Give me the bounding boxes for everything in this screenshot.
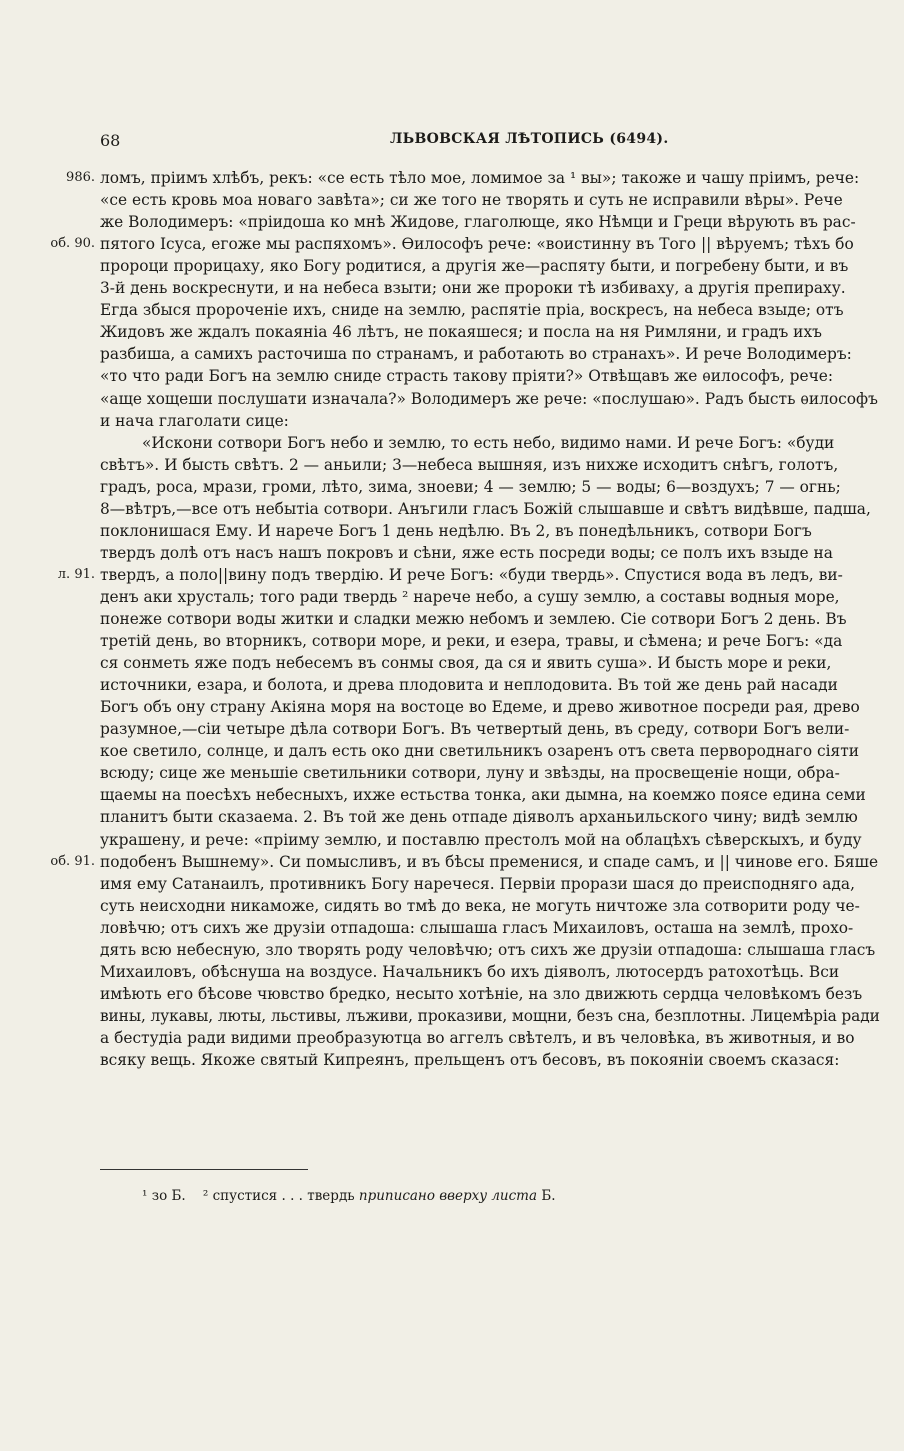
text-line: разумное,—сіи четыре дѣла сотвори Богъ. Въ четвертый день, въ среду, сотвори Богъ вели- xyxy=(100,720,850,738)
text-line: твердъ, а поло||вину подъ твердію. И рече Богъ: «буди твердь». Спустися вода въ ледъ, ви- xyxy=(100,566,843,584)
margin-note: 986. xyxy=(66,170,95,185)
text-line: щаемы на поесѣхъ небесныхъ, ихже естьства тонка, аки дымна, на коемжо поясе едина семи xyxy=(100,786,866,804)
text-line: понеже сотвори воды житки и сладки межю небомъ и землею. Сіе сотвори Богъ 2 день. Въ xyxy=(100,610,847,628)
running-title: ЛЬВОВСКАЯ ЛѢТОПИСЬ (6494). xyxy=(390,131,669,147)
text-line: же Володимеръ: «пріидоша ко мнѣ Жидове, глаголюще, яко Нѣмци и Греци вѣрують въ рас- xyxy=(100,213,856,231)
text-line: ловѣчю; отъ сихъ же друзіи отпадоша: слышаша гласъ Михаиловъ, осташа на землѣ, прохо- xyxy=(100,919,854,937)
text-line: имя ему Сатанаилъ, противникъ Богу наречеся. Первіи прорази шася до преисподняго ада, xyxy=(100,875,855,893)
text-line: подобенъ Вышнему». Си помысливъ, и въ бѣсы пременися, и спаде самъ, и || чинове его. Бяше xyxy=(100,853,879,871)
text-line: всюду; сице же меньшіе светильники сотвори, луну и звѣзды, на просвещеніе нощи, обра- xyxy=(100,764,840,782)
page-header xyxy=(100,131,880,155)
footnote-2-end: Б. xyxy=(541,1188,556,1204)
text-line: всяку вещь. Якоже святый Кипреянъ, прельщенъ отъ бесовъ, въ покояніи своемъ сказася: xyxy=(100,1051,840,1069)
margin-note: л. 91. xyxy=(57,567,95,582)
footnote-2-number: ² xyxy=(202,1188,209,1204)
text-line: денъ аки хрусталь; того ради твердь ² нарече небо, а сушу землю, а составы водныя море, xyxy=(100,588,840,606)
footnote-2-text: спустися . . . твердь xyxy=(212,1188,355,1204)
page-number: 68 xyxy=(100,131,121,150)
footnotes xyxy=(142,1186,556,1206)
text-line: «Искони сотвори Богъ небо и землю, то есть небо, видимо нами. И рече Богъ: «буди xyxy=(142,434,835,452)
text-line: украшену, и рече: «пріиму землю, и поставлю престолъ мой на облацѣхъ сѣверскыхъ, и буду xyxy=(100,831,862,849)
text-line: источники, езара, и болота, и древа плодовита и неплодовита. Въ той же день рай насади xyxy=(100,676,838,694)
text-line: ся сонметь яже подъ небесемъ въ сонмы своя, да ся и явить суша». И бысть море и реки, xyxy=(100,654,832,672)
footnote-1: ¹ зо Б. xyxy=(142,1188,186,1204)
text-line: и нача глаголати сице: xyxy=(100,412,289,430)
text-line: суть неисходни никаможе, сидять во тмѣ до века, не могуть ничтоже зла сотворити роду че- xyxy=(100,897,860,915)
text-line: «се есть кровь моа новаго завѣта»; си же того не творять и суть не исправили вѣры». Рече xyxy=(100,191,843,209)
text-line: Михаиловъ, обѣснуша на воздусе. Начальникъ бо ихъ діяволъ, лютосердъ ратохотѣць. Вси xyxy=(100,963,840,981)
margin-note: об. 90. xyxy=(50,236,95,251)
text-line: 8—вѣтръ,—все отъ небытіа сотвори. Анъгили гласъ Божій слышавше и свѣтъ видѣвше, падша, xyxy=(100,500,871,518)
footnote-2-italic: приписано вверху листа xyxy=(358,1188,538,1204)
text-line: дять всю небесную, зло творять роду человѣчю; отъ сихъ же друзіи отпадоша: слышаша гласъ xyxy=(100,941,876,959)
text-line: свѣтъ». И бысть свѣтъ. 2 — аньили; 3—небеса вышняя, изъ нихже исходитъ снѣгъ, голотъ, xyxy=(100,456,839,474)
footnote-rule xyxy=(100,1169,308,1170)
text-line: кое светило, солнце, и далъ есть око дни светильникъ озаренъ отъ света первороднаго сіяти xyxy=(100,742,860,760)
text-line: Богъ объ ону страну Акіяна моря на востоце во Едеме, и древо животное посреди рая, древо xyxy=(100,698,860,716)
text-line: Жидовъ же ждалъ покаяніа 46 лѣтъ, не покаяшеся; и посла на ня Римляни, и градъ ихъ xyxy=(100,323,822,341)
text-line: «аще хощеши послушати изначала?» Володимеръ же рече: «послушаю». Радъ бысть ѳилософъ xyxy=(100,390,878,408)
text-line: твердъ долѣ отъ насъ нашъ покровъ и сѣни, яже есть посреди воды; се полъ ихъ взыде на xyxy=(100,544,833,562)
text-line: поклонишася Ему. И нарече Богъ 1 день недѣлю. Въ 2, въ понедѣльникъ, сотвори Богъ xyxy=(100,522,812,540)
text-line: разбиша, а самихъ расточиша по странамъ, и работають во странахъ». И рече Володимеръ: xyxy=(100,345,852,363)
text-line: градъ, роса, мрази, громи, лѣто, зима, зноеви; 4 — землю; 5 — воды; 6—воздухъ; 7 — огнь; xyxy=(100,478,841,496)
text-line: ломъ, пріимъ хлѣбъ, рекъ: «се есть тѣло мое, ломимое за ¹ вы»; такоже и чашу пріимъ, рече: xyxy=(100,169,860,187)
text-line: третій день, во вторникъ, сотвори море, и реки, и езера, травы, и сѣмена; и рече Богъ: «да xyxy=(100,632,843,650)
text-line: 3-й день воскреснути, и на небеса взыти; они же пророки тѣ избиваху, а другія препираху. xyxy=(100,279,846,297)
text-line: имѣють его бѣсове чювство бредко, несыто хотѣніе, на зло движють сердца человѣкомъ безъ xyxy=(100,985,863,1003)
text-line: пророци прорицаху, яко Богу родитися, а другія же—распяту быти, и погребену быти, и въ xyxy=(100,257,849,275)
margin-note: об. 91. xyxy=(50,854,95,869)
text-line: пятого Ісуса, егоже мы распяхомъ». Ѳилософъ рече: «воистинну въ Того || вѣруемъ; тѣхъ бо xyxy=(100,235,854,253)
text-line: «то что ради Богъ на землю сниде страсть такову пріяти?» Отвѣщавъ же ѳилософъ, рече: xyxy=(100,367,834,385)
text-line: планитъ быти сказаема. 2. Въ той же день отпаде діяволъ арханьильского чину; видѣ землю xyxy=(100,808,858,826)
text-line: вины, лукавы, люты, льстивы, лъживи, проказиви, мощни, безъ сна, безплотны. Лицемѣріа ради xyxy=(100,1007,880,1025)
text-line: Егда збыся пророченіе ихъ, сниде на землю, распятіе пріа, воскресъ, на небеса взыде; отъ xyxy=(100,301,844,319)
text-line: а бестудіа ради видими преобразуютца во аггелъ свѣтелъ, и въ человѣка, въ животныя, и во xyxy=(100,1029,855,1047)
